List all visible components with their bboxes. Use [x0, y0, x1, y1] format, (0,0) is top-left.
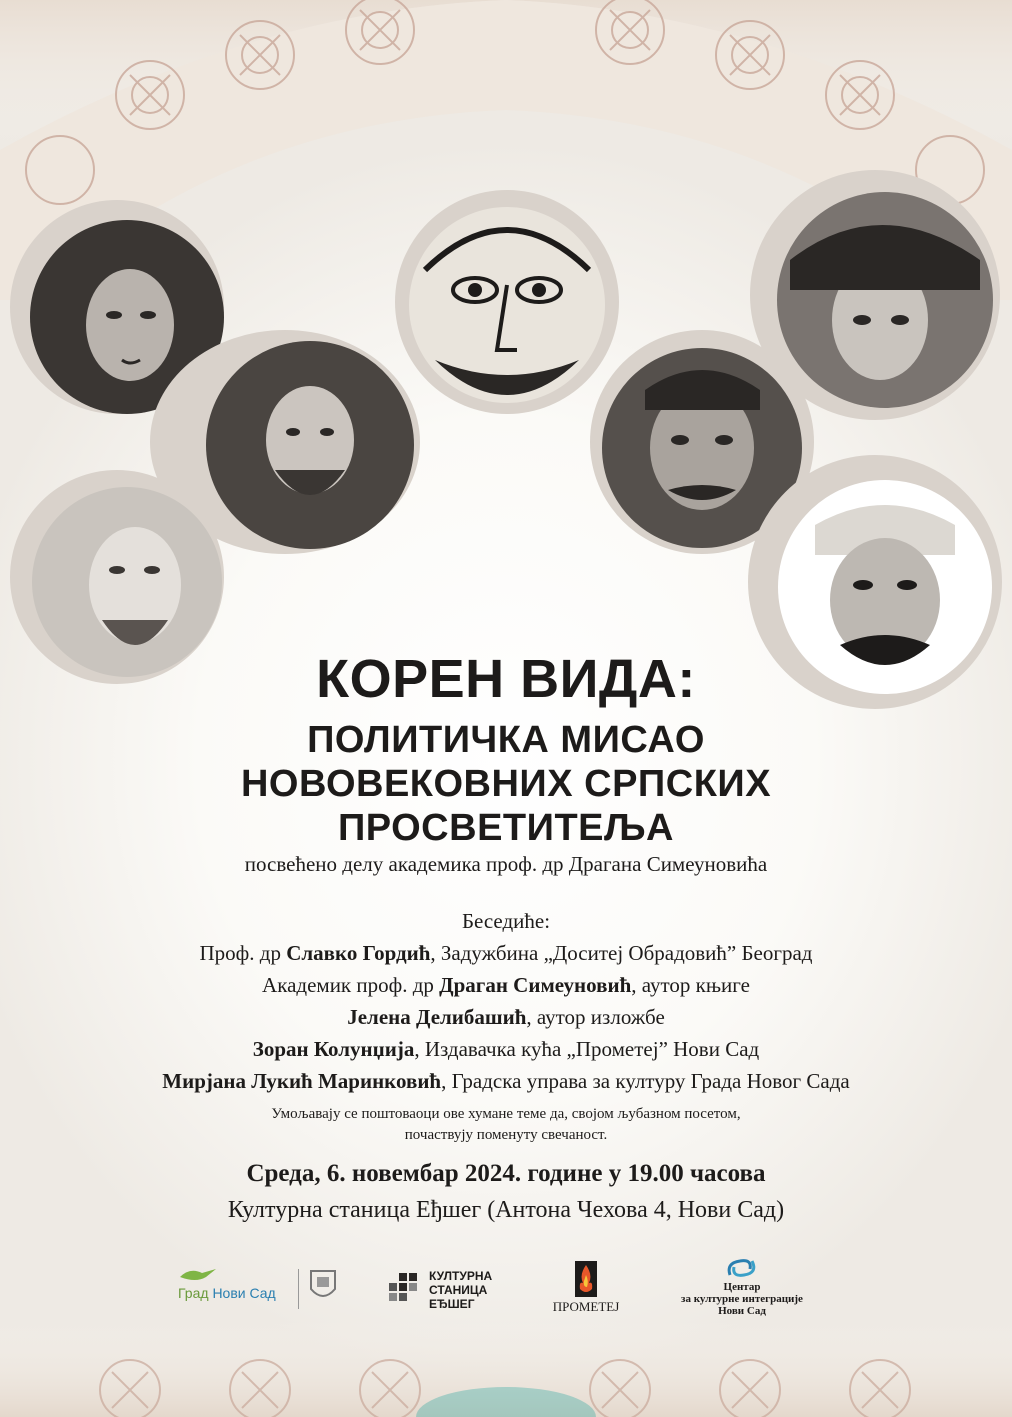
logo-prometej — [546, 1261, 626, 1321]
logo-city-name: Нови Сад — [212, 1285, 276, 1301]
logos-row — [0, 1255, 1012, 1325]
title-line-2: ПОЛИТИЧКА МИСАО — [307, 719, 705, 761]
speakers-block — [0, 905, 1012, 1097]
event-date: Среда, 6. новембар 2024. године у 19.00 часова — [246, 1160, 766, 1187]
event-venue: Културна станица Еђшег (Антона Чехова 4, Нови Сад) — [227, 1197, 785, 1223]
speaker-name: Зоран Колунџија — [252, 1037, 415, 1061]
speaker-affiliation: , Задужбина „Доситеј Обрадовић” Београд — [430, 941, 813, 965]
subtitle: посвећено делу академика проф. др Драгана Симеуновића — [244, 852, 768, 876]
logo-city-crest — [298, 1269, 339, 1309]
speaker-name: Славко Гордић — [286, 941, 431, 965]
speaker-prefix: Проф. др — [199, 941, 287, 965]
speaker-affiliation: , аутор књиге — [631, 973, 750, 997]
center-line-3: Нови Сад — [718, 1305, 766, 1317]
speaker-line — [0, 969, 1012, 1001]
ornament-bottom — [0, 1320, 1012, 1417]
speaker-line — [0, 1033, 1012, 1065]
logo-city-label: Град — [178, 1285, 213, 1301]
station-line-1: КУЛТУРНА — [429, 1269, 493, 1283]
flame-icon — [575, 1261, 597, 1297]
center-line-2: за културне интеграције — [681, 1293, 803, 1305]
station-grid-icon — [385, 1271, 423, 1309]
speaker-name: Драган Симеуновић — [439, 973, 632, 997]
station-line-2: СТАНИЦА — [429, 1283, 488, 1297]
portrait-4 — [395, 190, 620, 415]
logo-kulturna-stanica — [385, 1265, 515, 1315]
title-line-3: НОВОВЕКОВНИХ СРПСКИХ — [240, 763, 772, 805]
speaker-line — [0, 1001, 1012, 1033]
speaker-line — [0, 937, 1012, 969]
speaker-affiliation: , аутор изложбе — [526, 1005, 665, 1029]
title-line-4: ПРОСВЕТИТЕЉА — [337, 807, 675, 849]
swirl-icon — [722, 1255, 762, 1281]
prometej-label: ПРОМЕТЕЈ — [552, 1299, 620, 1314]
speaker-affiliation: , Издавачка кућа „Прометеј” Нови Сад — [414, 1037, 760, 1061]
title-main: КОРЕН ВИДА: — [316, 649, 696, 709]
speaker-name: Јелена Делибашић — [347, 1005, 527, 1029]
logo-centar — [662, 1255, 822, 1321]
center-line-1: Центар — [723, 1281, 761, 1293]
invitation-line-2: почаствују поменуту свечаност. — [404, 1127, 608, 1143]
invitation-line-1: Умољавају се поштоваоци ове хумане теме да, својом љубазном посетом, — [271, 1106, 741, 1122]
title-lines — [0, 718, 1012, 850]
station-line-3: ЕЂШЕГ — [429, 1297, 475, 1311]
speaker-affiliation: , Градска управа за културу Града Новог Сада — [441, 1069, 850, 1093]
speaker-line — [0, 1065, 1012, 1097]
speakers-heading: Беседиће: — [461, 909, 551, 933]
speaker-name: Мирјана Лукић Маринковић — [162, 1069, 442, 1093]
portrait-6 — [750, 170, 1000, 420]
crest-icon — [309, 1269, 337, 1303]
invitation-text — [0, 1104, 1012, 1146]
dove-icon — [178, 1267, 218, 1283]
speaker-prefix: Академик проф. др — [262, 973, 440, 997]
